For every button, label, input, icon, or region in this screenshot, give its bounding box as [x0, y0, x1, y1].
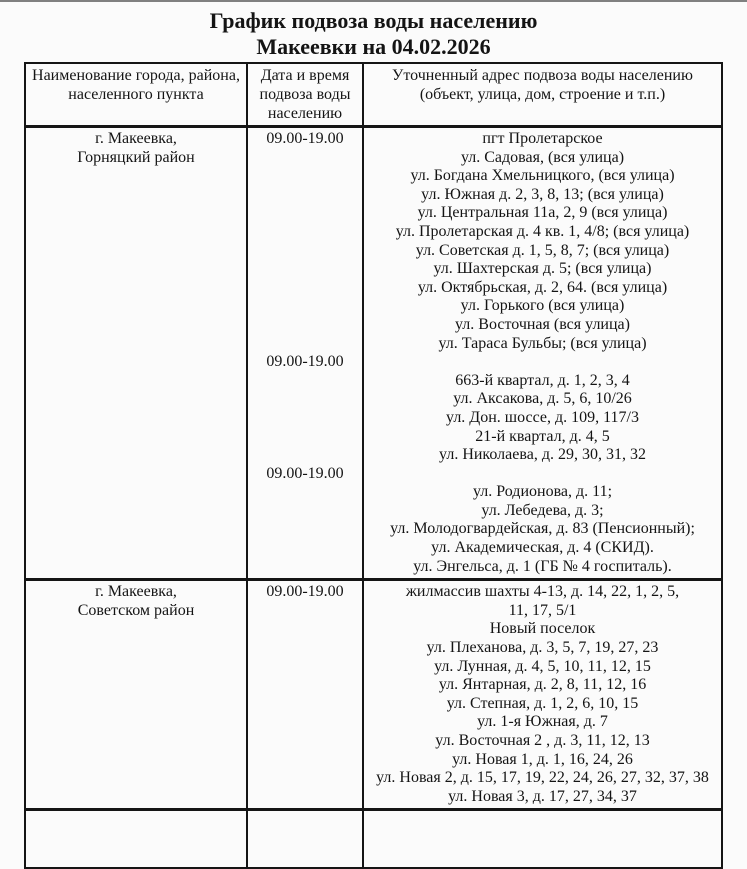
water-schedule-table — [24, 62, 723, 869]
time-slot — [252, 658, 358, 677]
time-value: 09.00-19.00 — [266, 130, 344, 147]
time-value: 09.00-19.00 — [266, 464, 344, 482]
address-line: ул. Центральная 11а, 2, 9 (вся улица) — [417, 204, 668, 222]
time-slot — [252, 204, 358, 223]
time-value: 09.00-19.00 — [266, 583, 344, 601]
address-line: ул. Шахтерская д. 5; (вся улица) — [433, 260, 652, 278]
page-title — [0, 8, 747, 60]
time-slot — [252, 751, 358, 770]
address-line: ул. Восточная 2 , д. 3, 11, 12, 13 — [435, 732, 650, 749]
address-line: ул. Горького (вся улица) — [460, 297, 625, 315]
time-slot — [252, 297, 358, 316]
address-cell — [363, 580, 722, 810]
address-line: ул. Новая 2, д. 15, 17, 19, 22, 24, 26, 27, 32, 37, 38 — [376, 769, 709, 787]
time-slot — [252, 558, 358, 577]
page-title-line2: Макеевки на 04.02.2026 — [256, 34, 491, 59]
empty-line — [30, 813, 242, 865]
location-cell — [25, 580, 247, 810]
time-slot — [252, 620, 358, 639]
location-line: г. Макеевка, — [95, 130, 177, 147]
address-line — [368, 465, 717, 484]
header-address: Уточненный адрес подвоза воды населению (объект, улица, дом, строение и т.п.) — [363, 63, 722, 127]
address-line: ул. Плеханова, д. 3, 5, 7, 19, 27, 23 — [426, 639, 659, 657]
address-line: ул. Лунная, д. 4, 5, 10, 11, 12, 15 — [434, 657, 651, 675]
address-line: ул. Молодогвардейская, д. 83 (Пенсионный); — [390, 520, 695, 538]
address-line: ул. Аксакова, д. 5, 6, 10/26 — [453, 390, 632, 408]
time-slot — [252, 316, 358, 335]
time-slot — [252, 242, 358, 261]
time-slot — [252, 695, 358, 714]
address-line: жилмассив шахты 4-13, д. 14, 22, 1, 2, 5, — [405, 583, 680, 601]
top-divider-line — [0, 0, 747, 2]
address-line: пгт Пролетарское — [482, 130, 603, 147]
address-line: ул. Новая 3, д. 17, 27, 34, 37 — [448, 787, 637, 805]
location-cell — [25, 810, 247, 869]
address-line: ул. Академическая, д. 4 (СКИД). — [431, 539, 654, 557]
address-line: ул. Николаева, д. 29, 30, 31, 32 — [439, 446, 646, 464]
time-slot — [252, 502, 358, 521]
address-line: ул. Тараса Бульбы; (вся улица) — [438, 334, 647, 352]
empty-line — [252, 813, 358, 865]
header-row — [25, 63, 722, 127]
time-slot — [252, 713, 358, 732]
address-line: ул. Октябрьская, д. 2, 64. (вся улица) — [417, 278, 668, 296]
empty-line — [368, 813, 717, 865]
address-line: ул. Янтарная, д. 2, 8, 11, 12, 16 — [438, 676, 647, 694]
time-slot — [252, 446, 358, 465]
address-cell — [363, 810, 722, 869]
time-slot — [252, 428, 358, 447]
time-slot — [252, 167, 358, 186]
address-line: 663-й квартал, д. 1, 2, 3, 4 — [455, 371, 630, 389]
location-line: Советском район — [77, 601, 195, 619]
address-line: ул. Лебедева, д. 3; — [481, 501, 604, 519]
address-line: 21-й квартал, д. 4, 5 — [475, 427, 610, 445]
time-cell — [247, 127, 363, 580]
time-slot — [252, 602, 358, 621]
time-slot — [252, 539, 358, 558]
address-line: ул. Советская д. 1, 5, 8, 7; (вся улица) — [415, 241, 670, 259]
time-slot — [252, 149, 358, 168]
address-line: ул. Восточная (вся улица) — [455, 315, 630, 333]
time-slot — [252, 483, 358, 502]
address-line: ул. Степная, д. 1, 2, 6, 10, 15 — [446, 694, 639, 712]
address-line: ул. Дон. шоссе, д. 109, 117/3 — [446, 408, 639, 426]
schedule-rows — [25, 127, 722, 869]
time-slot — [252, 676, 358, 695]
address-line — [368, 353, 717, 372]
address-line: ул. Новая 1, д. 1, 16, 24, 26 — [452, 750, 633, 768]
schedule-row — [25, 127, 722, 580]
location-line: г. Макеевка, — [95, 583, 177, 601]
header-location: Наименование города, района, населенного пункта — [25, 63, 247, 127]
address-line: ул. Пролетарская д. 4 кв. 1, 4/8; (вся улица) — [395, 222, 690, 240]
time-slot — [252, 260, 358, 279]
address-line: ул. Богдана Хмельницкого, (вся улица) — [410, 167, 675, 185]
table-header — [25, 63, 722, 127]
time-slot — [252, 372, 358, 391]
time-slot — [252, 409, 358, 428]
address-line: ул. Садовая, (вся улица) — [460, 148, 625, 166]
time-slot — [252, 732, 358, 751]
header-datetime: Дата и время подвоза воды населению — [247, 63, 363, 127]
address-line: ул. 1-я Южная, д. 7 — [477, 713, 608, 731]
schedule-row — [25, 580, 722, 810]
time-slot — [252, 335, 358, 354]
address-line: ул. Южная д. 2, 3, 8, 13; (вся улица) — [421, 185, 664, 203]
location-cell — [25, 127, 247, 580]
address-line: Новый поселок — [489, 620, 596, 638]
schedule-row — [25, 810, 722, 869]
address-line: ул. Родионова, д. 11; — [472, 483, 613, 501]
time-cell — [247, 580, 363, 810]
address-cell — [363, 127, 722, 580]
time-slot — [252, 639, 358, 658]
time-slot — [252, 390, 358, 409]
time-slot — [252, 279, 358, 298]
address-line: 11, 17, 5/1 — [508, 601, 577, 619]
time-value: 09.00-19.00 — [266, 353, 344, 371]
time-slot — [252, 223, 358, 242]
location-line: Горняцкий район — [77, 148, 195, 166]
time-slot — [252, 788, 358, 807]
time-slot — [252, 769, 358, 788]
page-title-line1: График подвоза воды населению — [209, 8, 538, 33]
time-cell — [247, 810, 363, 869]
address-line: ул. Энгельса, д. 1 (ГБ № 4 госпиталь). — [413, 557, 672, 575]
time-slot — [252, 186, 358, 205]
time-slot — [252, 520, 358, 539]
